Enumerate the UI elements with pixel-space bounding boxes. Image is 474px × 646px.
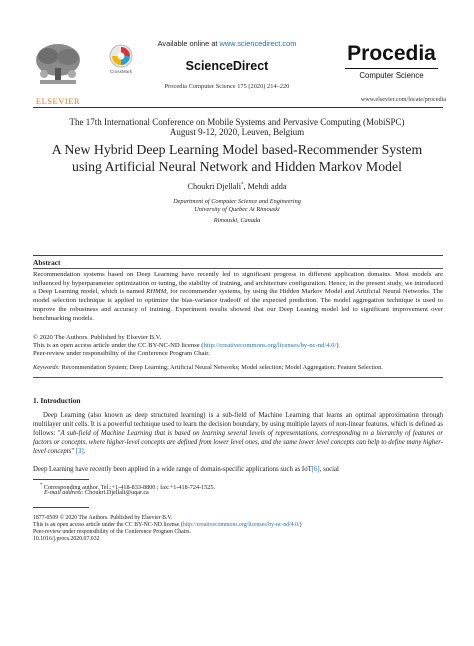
procedia-box [341, 42, 442, 86]
footer-license-suffix: ) [299, 522, 302, 528]
procedia-title: Procedia [347, 42, 436, 65]
abstract-license-suffix: ) [336, 342, 339, 349]
affiliation-location: Rimouski, Canada [213, 217, 261, 224]
citation-3[interactable]: [3] [75, 448, 84, 455]
abstract-copyright: © 2020 The Authors. Published by Elsevier B.V. [33, 334, 162, 341]
conference-line-2: August 9-12, 2020, Leuven, Belgium [169, 127, 305, 137]
footer-peer-review: Peer-review under responsibility of the Conference Program Chairs. [33, 529, 191, 535]
footnote-email-address[interactable]: Choukri.Djellali@uqar.ca [83, 489, 149, 496]
abstract-heading-rule [33, 268, 443, 269]
footer-license-link[interactable]: http://creativecommons.org/licenses/by-nc-nd/4.0/ [182, 522, 300, 528]
footnote-email [44, 489, 444, 498]
footer-rule [33, 507, 89, 508]
author-footnote-mark: * [240, 182, 244, 188]
footer-license [33, 522, 443, 529]
paper-title-line-2: using Artificial Neural Network and Hidden Markov Model [72, 159, 402, 174]
abstract-body [33, 271, 443, 323]
footnote-email-label: E-mail address: [44, 489, 84, 496]
sciencedirect-link[interactable]: www.sciencedirect.com [219, 39, 297, 48]
authors [30, 182, 444, 191]
journal-homepage[interactable]: www.elsevier.com/locate/procedia [360, 96, 446, 103]
footnote-mark: * [40, 482, 43, 487]
header-rule [33, 107, 443, 108]
abstract-top-rule [33, 255, 443, 256]
available-prefix: Available online at [157, 39, 220, 48]
elsevier-wordmark: ELSEVIER [35, 96, 81, 106]
elsevier-logo [30, 40, 86, 96]
abstract-text-a: Recommendation systems based on Deep Learning have recently led to significant progress in different application domains. Most models are influenced by hyperparameter optimization or tuning, the stability of training, and architecture configuration. Hence, in the present study, we introduced a Deep Learning model, which is named [33, 271, 443, 296]
abstract-text-b: , for recommender systems, by using the Hidden Markov Model and Artificial Neural Networks. The model selection technique is applied to optimize the bias-variance tradeoff of the expected prediction. The model aggregation technique is used to improve the robustness and accuracy of training. Experiment results showed that our Deep Leaning model led to significant improvement over benchmarking models. [33, 288, 443, 322]
footer-doi[interactable]: 10.1016/j.procs.2020.07.032 [33, 536, 100, 542]
procedia-subtitle: Computer Science [359, 71, 424, 80]
author-2: , Mehdi adda [243, 182, 287, 191]
footer-issn: 1877-0509 © 2020 The Authors. Published by Elsevier B.V. [33, 515, 173, 521]
intro-p1-text-b: " [71, 448, 76, 455]
journal-reference: Procedia Computer Science 175 (2020) 214–220 [164, 83, 290, 90]
keywords-list: Recommendation System; Deep Learning; Artificial Neural Networks; Model selection; Model Aggregation; Feature Selection. [60, 364, 383, 371]
intro-p2-text-a: Deep Learning have recently been applied in a wide range of domain-specific applications such as IoT [33, 466, 312, 473]
intro-p1-end: . [83, 448, 86, 455]
author-1: Choukri Djellali [187, 182, 241, 191]
intro-paragraph-1 [33, 411, 443, 456]
footer-license-prefix: This is an open access article under the CC BY-NC-ND license ( [33, 522, 183, 528]
intro-paragraph-2 [33, 465, 443, 474]
crossmark-label: CrossMark [109, 69, 133, 74]
intro-p2-text-b: , social [319, 466, 339, 473]
crossmark-logo[interactable] [106, 43, 136, 69]
affiliation-department: Department of Computer Science and Engineering [173, 198, 301, 205]
abstract-license-prefix: This is an open access article under the CC BY-NC-ND license ( [33, 342, 204, 349]
crossmark-icon [106, 43, 136, 69]
keywords-rule [33, 377, 443, 378]
affiliation-university: University of Quebec At Rimouski [194, 206, 280, 213]
elsevier-tree-icon [30, 40, 86, 96]
available-online [136, 39, 318, 48]
abstract-heading: Abstract [33, 258, 61, 267]
footnote-corresponding-text: Corresponding author. Tel.:+1-418-833-8800 ; fax:+1-418-724-1525. [42, 484, 216, 492]
citation-6[interactable]: [6] [311, 466, 320, 473]
abstract-peer-review: Peer-review under responsibility of the Conference Program Chair. [33, 350, 210, 357]
footnote-rule [33, 479, 89, 480]
sciencedirect-wordmark: ScienceDirect [185, 59, 269, 73]
abstract-license-link[interactable]: http://creativecommons.org/licenses/by-nc-nd/4.0/ [203, 342, 337, 349]
intro-p1-text-a: Deep Learning (also known as deep structured learning) is a sub-field of Machine Learning that learns an optimal approximation through multilayer unit cells. It is a powerful technique used to learn the decision boundary, by using multiple layers of non-linear features, which is defined as follows: " [33, 412, 443, 437]
abstract-model-name: RHMM [146, 288, 167, 296]
conference-line-1: The 17th International Conference on Mobile Systems and Pervasive Computing (MobiSPC) [69, 117, 405, 127]
keywords [33, 364, 443, 373]
paper-title-line-1: A New Hybrid Deep Learning Model based-Recommender System [51, 142, 423, 157]
keywords-label: Keywords: [33, 364, 61, 371]
intro-p1-quote: A sub-field of Machine Learning that is based on learning several levels of representations, corresponding to a hierarchy of features or factors or concepts, where higher-level concepts are defined from lower level ones, and the same lower level concepts can help to define many higher-level concepts [33, 430, 443, 455]
section-heading-introduction: 1. Introduction [33, 396, 81, 405]
